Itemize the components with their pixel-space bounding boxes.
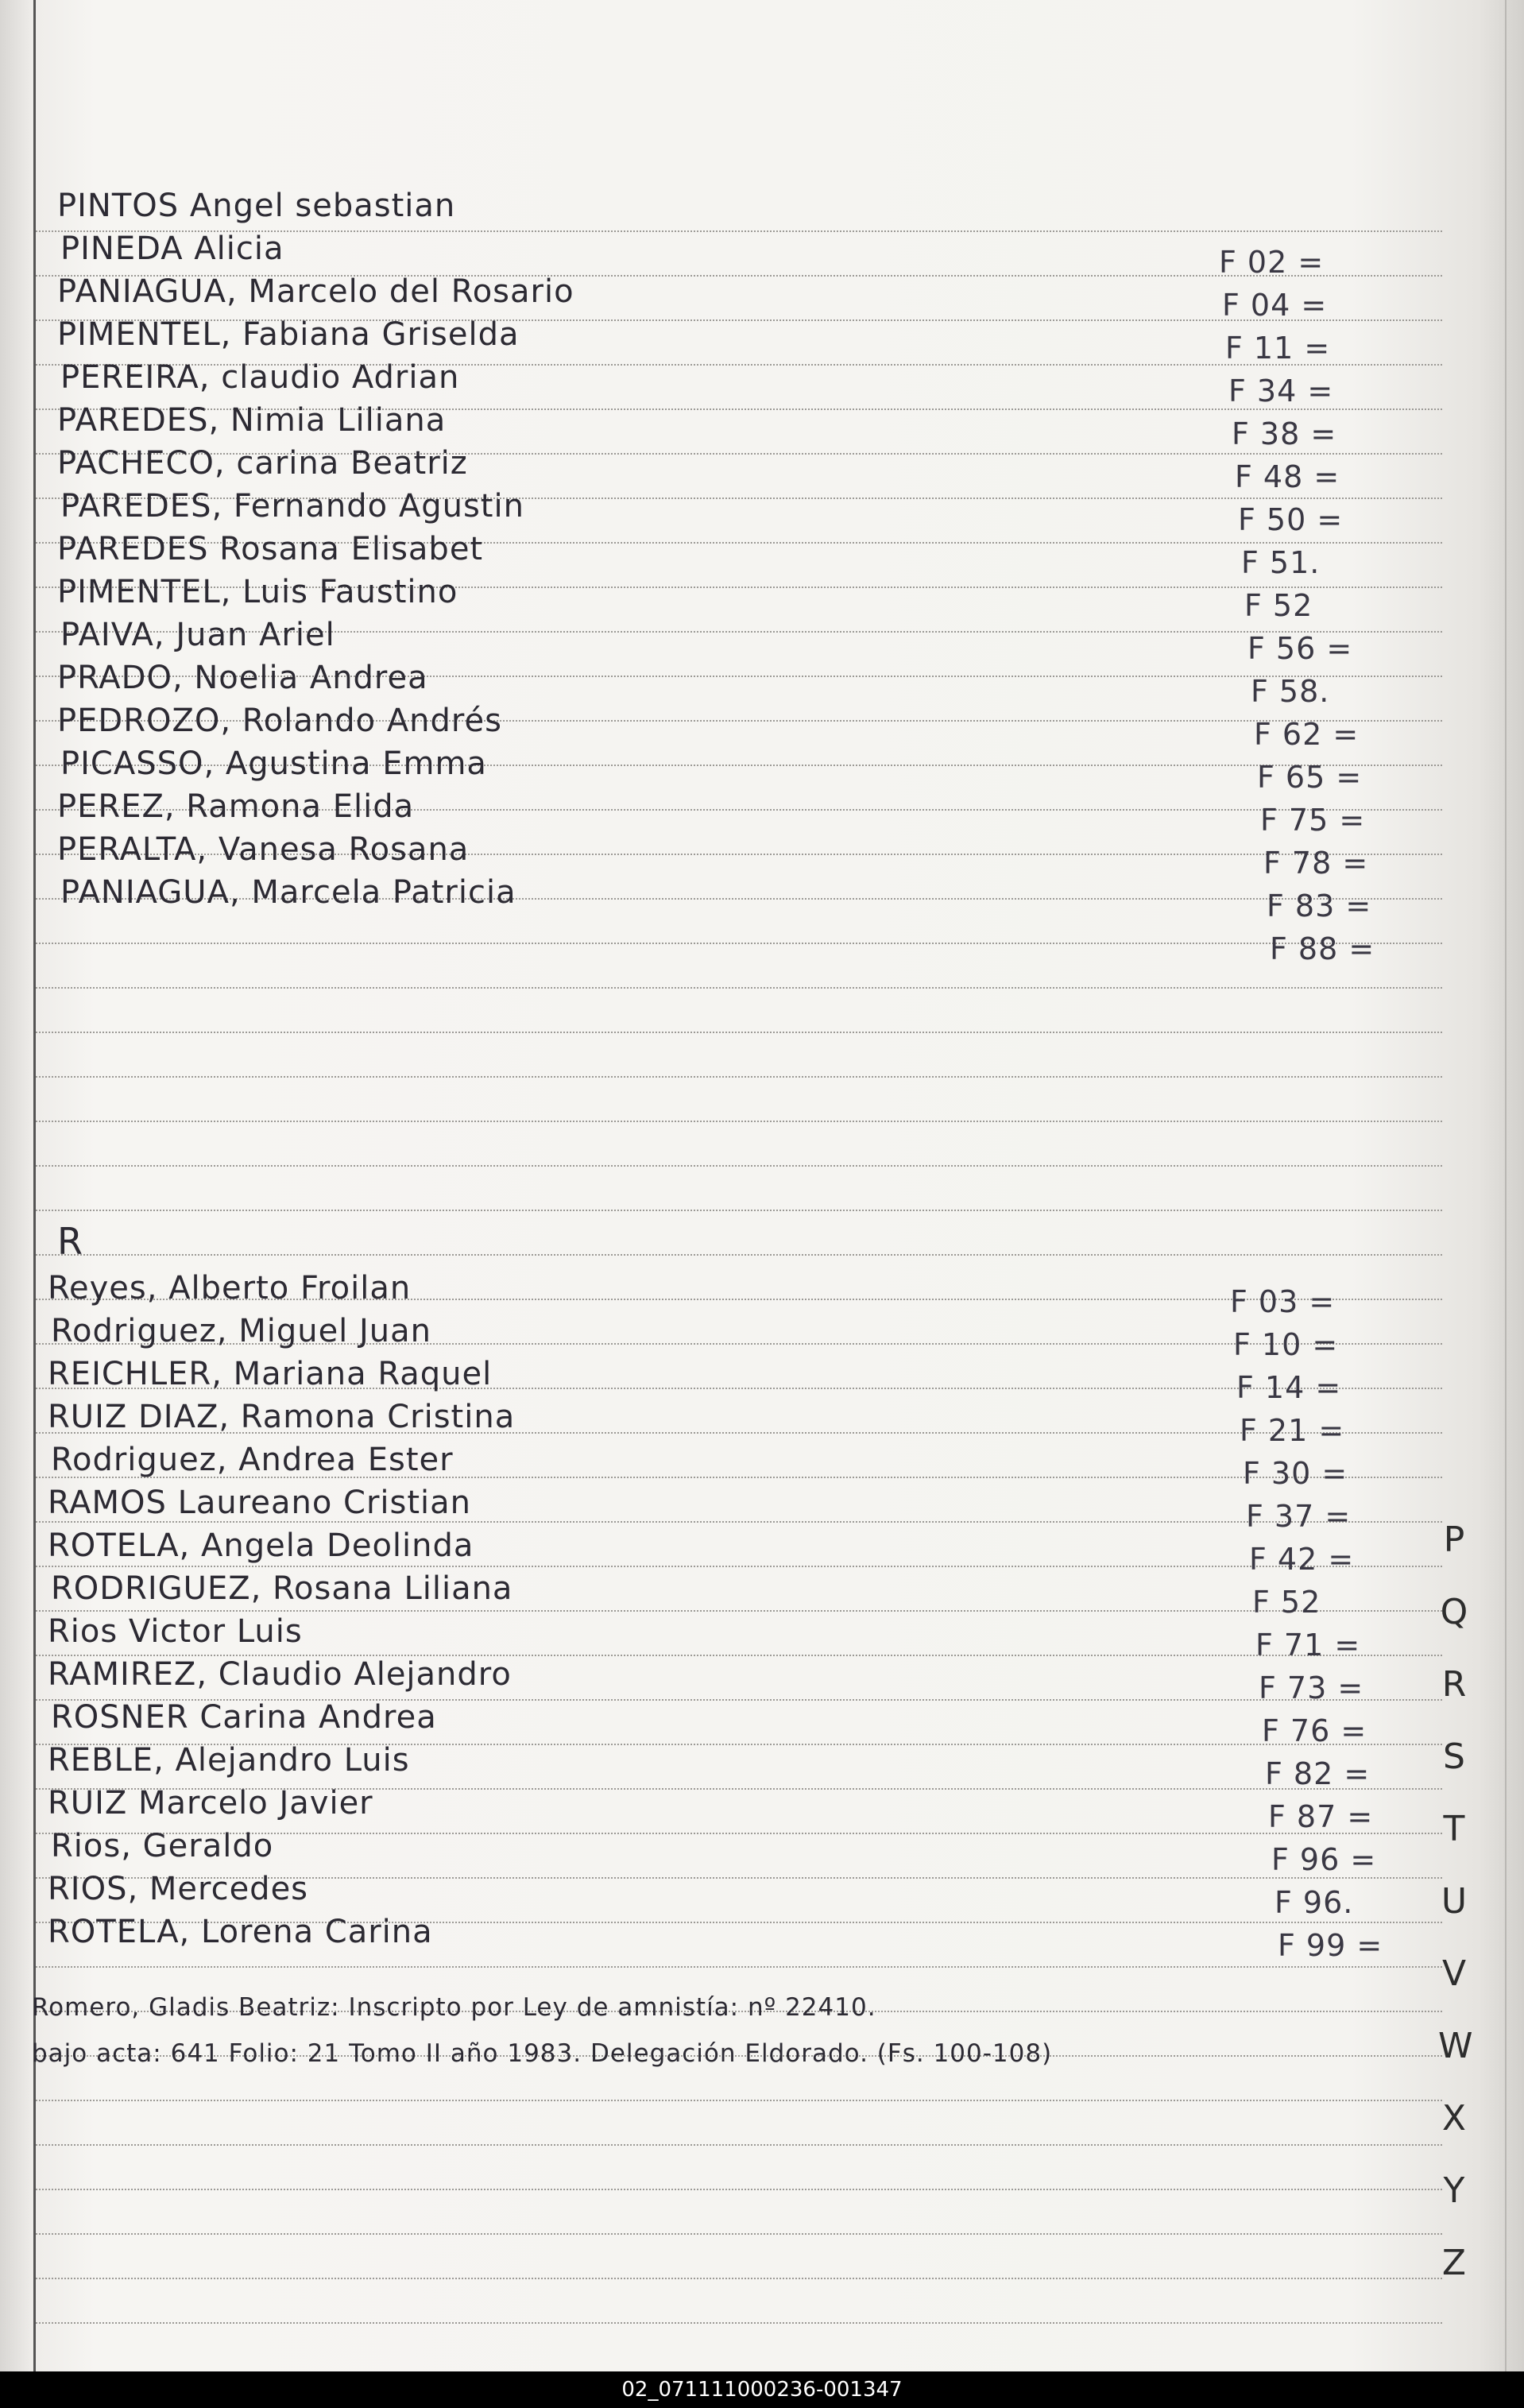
entry-folio: F 96 = (1271, 1842, 1377, 1877)
entry-name: Rodriguez, Andrea Ester (51, 1442, 454, 1478)
entry-folio: F 14 = (1236, 1370, 1342, 1405)
index-tab[interactable]: U (1441, 1881, 1468, 1922)
entry-folio: F 52 (1244, 588, 1313, 623)
index-tab[interactable]: S (1443, 1736, 1465, 1777)
entry-name: PINEDA Alicia (60, 230, 284, 267)
entry-name: Reyes, Alberto Froilan (48, 1270, 412, 1307)
entry-name: PIMENTEL, Fabiana Griselda (57, 316, 520, 353)
entry-name: PAREDES, Fernando Agustin (60, 488, 524, 525)
entry-folio: F 02 = (1219, 245, 1325, 280)
entry-folio: F 76 = (1262, 1713, 1367, 1748)
entry-name: RUIZ Marcelo Javier (48, 1785, 373, 1821)
entry-name: REICHLER, Mariana Raquel (48, 1356, 493, 1392)
entry-folio: F 11 = (1225, 331, 1331, 366)
index-tab[interactable]: Q (1440, 1592, 1468, 1632)
entry-folio: F 75 = (1260, 803, 1366, 838)
entry-name: PRADO, Noelia Andrea (57, 660, 428, 696)
entry-name: PEREZ, Ramona Elida (57, 788, 415, 825)
entry-name: ROSNER Carina Andrea (51, 1699, 437, 1736)
entry-name: PANIAGUA, Marcelo del Rosario (57, 273, 574, 310)
entry-name: PEREIRA, claudio Adrian (60, 359, 460, 396)
entry-folio: F 48 = (1235, 459, 1340, 494)
entry-folio: F 88 = (1270, 931, 1375, 966)
index-tab[interactable]: V (1441, 1953, 1467, 1994)
entry-folio: F 73 = (1259, 1671, 1364, 1705)
entry-name: RAMIREZ, Claudio Alejandro (48, 1656, 512, 1693)
index-tab[interactable]: X (1441, 2098, 1467, 2139)
entry-folio: F 78 = (1263, 846, 1369, 881)
entry-name: PANIAGUA, Marcela Patricia (60, 874, 516, 911)
note-line-1: Romero, Gladis Beatriz: Inscripto por Ley de amnistía: nº 22410. (32, 1993, 876, 2022)
ruled-line (36, 1966, 1442, 1968)
ruled-line (36, 2322, 1442, 2324)
entry-folio: F 83 = (1267, 888, 1372, 923)
page-edge (1505, 0, 1507, 2371)
entry-name: Rios Victor Luis (48, 1613, 303, 1650)
entry-folio: F 37 = (1246, 1499, 1352, 1534)
entry-folio: F 30 = (1243, 1456, 1348, 1491)
index-tab[interactable]: Z (1441, 2243, 1467, 2283)
entry-name: PACHECO, carina Beatriz (57, 445, 468, 482)
entry-name: Rodriguez, Miguel Juan (51, 1313, 432, 1349)
entry-name: ROTELA, Lorena Carina (48, 1914, 433, 1950)
entry-folio: F 04 = (1222, 288, 1328, 323)
entry-name: PAREDES Rosana Elisabet (57, 531, 484, 567)
entry-folio: F 50 = (1238, 502, 1344, 537)
section-r-letter: R (57, 1220, 83, 1263)
entry-name: PAREDES, Nimia Liliana (57, 402, 447, 439)
entry-name: PERALTA, Vanesa Rosana (57, 831, 470, 868)
ruled-line (36, 1165, 1442, 1167)
entry-name: PICASSO, Agustina Emma (60, 745, 487, 782)
ruled-line (36, 2100, 1442, 2101)
entry-name: ROTELA, Angela Deolinda (48, 1527, 474, 1564)
entry-folio: F 65 = (1257, 760, 1363, 795)
footer-id: 02_071111000236-001347 (0, 2371, 1524, 2408)
note-line-2: bajo acta: 641 Folio: 21 Tomo II año 1983. Delegación Eldorado. (Fs. 100-108) (32, 2039, 1053, 2068)
entry-name: RUIZ DIAZ, Ramona Cristina (48, 1399, 516, 1435)
ruled-line (36, 943, 1442, 944)
entry-folio: F 87 = (1268, 1799, 1374, 1834)
entry-folio: F 58. (1251, 674, 1330, 709)
ruled-line (36, 1610, 1442, 1612)
ruled-line (36, 1566, 1442, 1567)
entry-folio: F 38 = (1232, 416, 1337, 451)
entry-folio: F 42 = (1249, 1542, 1355, 1577)
entry-folio: F 56 = (1247, 631, 1353, 666)
entry-folio: F 71 = (1255, 1628, 1361, 1663)
entry-name: PEDROZO, Rolando Andrés (57, 703, 502, 739)
index-tab[interactable]: Y (1443, 2170, 1465, 2211)
entry-name: PAIVA, Juan Ariel (60, 617, 335, 653)
entry-name: RIOS, Mercedes (48, 1871, 309, 1907)
entry-name: PIMENTEL, Luis Faustino (57, 574, 458, 610)
entry-folio: F 51. (1241, 545, 1321, 580)
ruled-line (36, 2233, 1442, 2235)
entry-folio: F 34 = (1228, 374, 1334, 408)
entry-name: RAMOS Laureano Cristian (48, 1485, 471, 1521)
entry-folio: F 82 = (1265, 1756, 1371, 1791)
ruled-line (36, 2278, 1442, 2279)
ruled-line (36, 2189, 1442, 2190)
ruled-line (36, 987, 1442, 989)
ruled-line (36, 1521, 1442, 1523)
entry-folio: F 52 (1252, 1585, 1321, 1620)
entry-name: Rios, Geraldo (51, 1828, 274, 1864)
entry-folio: F 62 = (1254, 717, 1360, 752)
index-tab[interactable]: R (1441, 1664, 1467, 1705)
index-tab[interactable]: W (1438, 2026, 1473, 2066)
ruled-line (36, 1032, 1442, 1033)
entry-name: PINTOS Angel sebastian (57, 188, 456, 224)
index-tab[interactable]: P (1443, 1520, 1465, 1560)
entry-name: REBLE, Alejandro Luis (48, 1742, 410, 1779)
ruled-line (36, 1076, 1442, 1078)
ruled-line (36, 1121, 1442, 1122)
index-tab[interactable]: T (1443, 1809, 1465, 1849)
entry-folio: F 99 = (1278, 1928, 1383, 1963)
entry-folio: F 21 = (1240, 1413, 1345, 1448)
ruled-line (36, 1210, 1442, 1211)
entry-folio: F 10 = (1233, 1327, 1339, 1362)
entry-folio: F 03 = (1230, 1284, 1336, 1319)
entry-folio: F 96. (1275, 1885, 1354, 1920)
ruled-line (36, 1254, 1442, 1256)
ruled-line (36, 2144, 1442, 2146)
entry-name: RODRIGUEZ, Rosana Liliana (51, 1570, 513, 1607)
